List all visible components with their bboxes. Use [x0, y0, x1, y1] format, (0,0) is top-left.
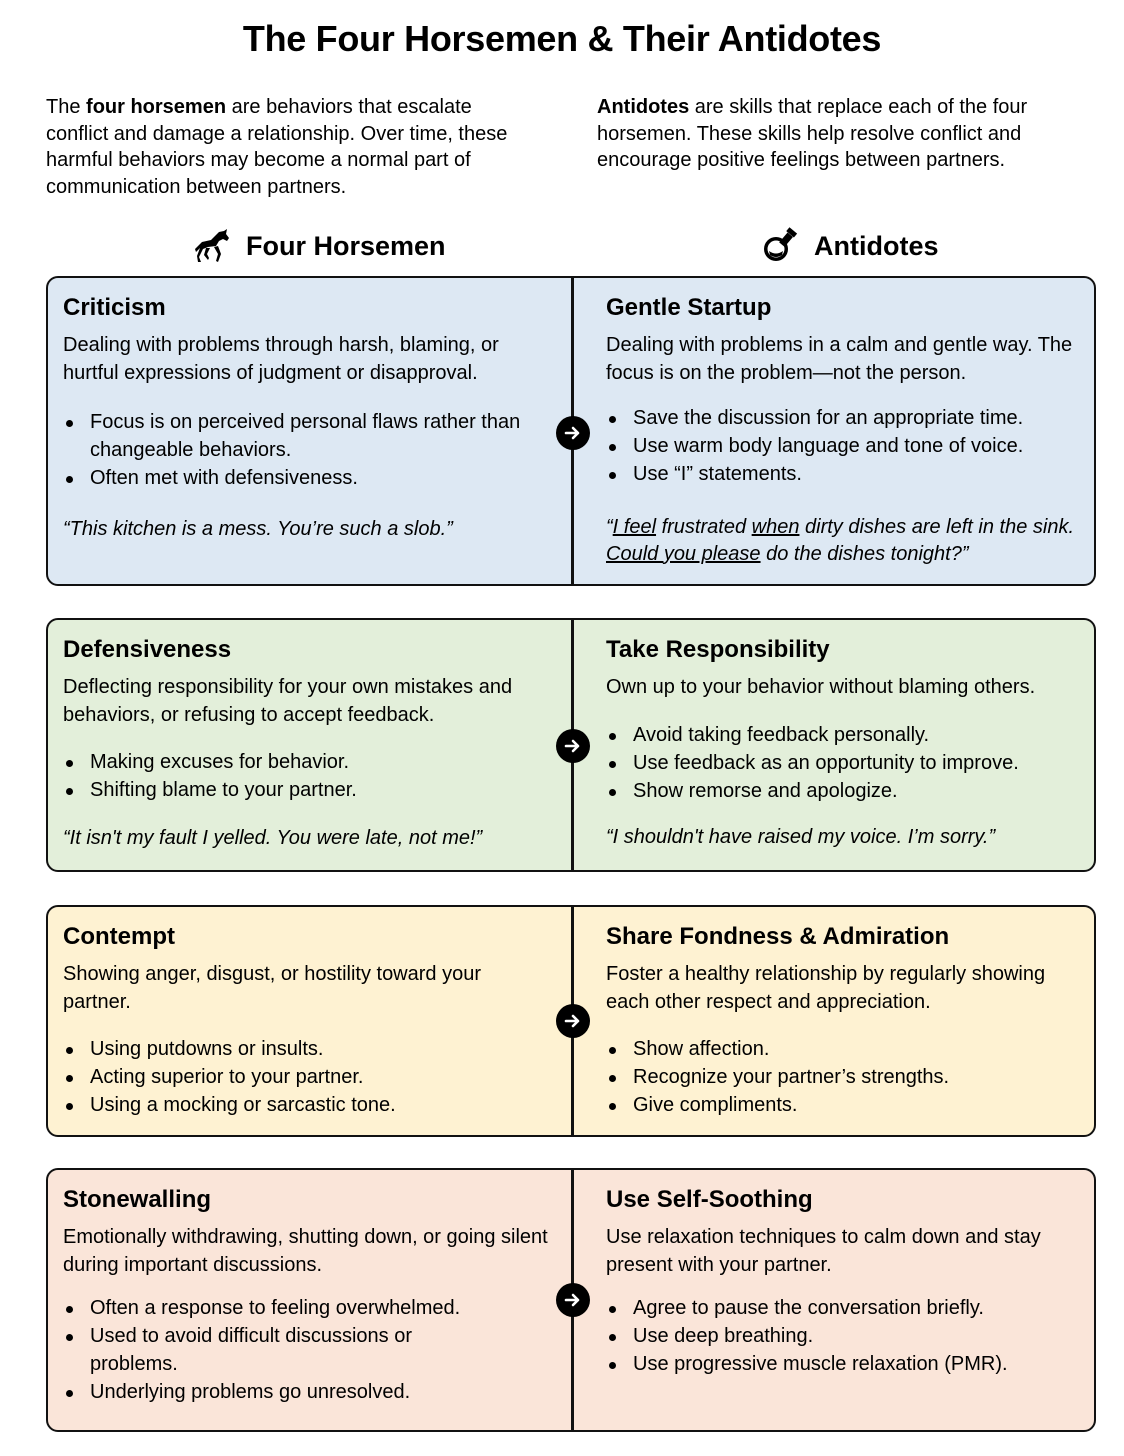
list-item: Use warm body language and tone of voice.: [606, 432, 1086, 460]
intro-bold: Antidotes: [597, 96, 690, 118]
list-item: Give compliments.: [606, 1091, 1086, 1119]
intro-text: are behaviors that escalate conflict and damage a relationship. Over time, these harmful behaviors may become a normal part of communication between partners.: [46, 96, 508, 198]
horsemen-column-header: [194, 226, 446, 266]
potion-icon: [762, 227, 800, 265]
antidote-bullets: [606, 721, 1086, 805]
horseman-bullets: [63, 408, 533, 492]
arrow-right-icon: [556, 1283, 590, 1317]
list-item: Underlying problems go unresolved.: [63, 1378, 503, 1406]
horseman-example-quote: “It isn't my fault I yelled. You were late, not me!”: [63, 827, 483, 849]
horseman-bullets: [63, 1035, 533, 1119]
list-item: Used to avoid difficult discussions or problems.: [63, 1322, 503, 1378]
list-item: Use feedback as an opportunity to improve.: [606, 749, 1086, 777]
antidote-description: Own up to your behavior without blaming others.: [606, 676, 1036, 698]
intro-text: are skills that replace each of the four horsemen. These skills help resolve conflict and encourage positive feelings between partners.: [597, 96, 1028, 171]
list-item: Making excuses for behavior.: [63, 748, 533, 776]
criticism-card: [46, 276, 1096, 586]
horseman-title: Stonewalling: [63, 1186, 212, 1213]
list-item: Often a response to feeling overwhelmed.: [63, 1294, 503, 1322]
column-label: Antidotes: [814, 230, 939, 261]
antidote-bullets: [606, 1035, 1086, 1119]
defensiveness-card: [46, 618, 1096, 872]
antidote-title: Gentle Startup: [606, 294, 772, 321]
stonewalling-card: [46, 1168, 1096, 1432]
antidote-bullets: [606, 1294, 1086, 1378]
horseman-title: Contempt: [63, 923, 175, 950]
list-item: Acting superior to your partner.: [63, 1063, 533, 1091]
horseman-description: Deflecting responsibility for your own mistakes and behaviors, or refusing to accept feedback.: [63, 676, 513, 726]
antidote-description: Use relaxation techniques to calm down and stay present with your partner.: [606, 1226, 1041, 1276]
horseman-title: Criticism: [63, 294, 166, 321]
page-title: The Four Horsemen & Their Antidotes: [242, 18, 882, 59]
list-item: Save the discussion for an appropriate time.: [606, 404, 1086, 432]
list-item: Often met with defensiveness.: [63, 464, 533, 492]
antidote-title: Share Fondness & Admiration: [606, 923, 950, 950]
list-item: Use “I” statements.: [606, 460, 1086, 488]
arrow-right-icon: [556, 416, 590, 450]
column-label: Four Horsemen: [246, 230, 446, 261]
arrow-right-icon: [556, 729, 590, 763]
list-item: Use deep breathing.: [606, 1322, 1086, 1350]
quote-underlined: I feel: [612, 516, 657, 538]
list-item: Using a mocking or sarcastic tone.: [63, 1091, 533, 1119]
list-item: Avoid taking feedback personally.: [606, 721, 1086, 749]
horseman-description: Dealing with problems through harsh, blaming, or hurtful expressions of judgment or disapproval.: [63, 334, 499, 384]
antidotes-intro: [597, 94, 1087, 174]
antidote-title: Take Responsibility: [606, 636, 830, 663]
horseman-bullets: [63, 1294, 503, 1406]
antidotes-column-header: [762, 226, 939, 266]
list-item: Show remorse and apologize.: [606, 777, 1086, 805]
intro-bold: four horsemen: [86, 96, 227, 118]
horse-icon: [194, 227, 232, 265]
arrow-right-icon: [556, 1004, 590, 1038]
list-item: Agree to pause the conversation briefly.: [606, 1294, 1086, 1322]
horseman-title: Defensiveness: [63, 636, 232, 663]
list-item: Shifting blame to your partner.: [63, 776, 533, 804]
horseman-bullets: [63, 748, 533, 804]
horseman-description: Showing anger, disgust, or hostility toward your partner.: [63, 963, 481, 1013]
antidote-description: Dealing with problems in a calm and gentle way. The focus is on the problem—not the person.: [606, 334, 1073, 384]
quote-part: dirty dishes are left in the sink.: [799, 516, 1075, 538]
list-item: Recognize your partner’s strengths.: [606, 1063, 1086, 1091]
antidote-example-quote: [606, 514, 1076, 567]
list-item: Using putdowns or insults.: [63, 1035, 533, 1063]
antidote-example-quote: “I shouldn't have raised my voice. I’m sorry.”: [606, 826, 996, 848]
intro-text: The: [46, 96, 87, 118]
quote-part: frustrated: [656, 516, 752, 538]
antidote-bullets: [606, 404, 1086, 488]
horseman-example-quote: “This kitchen is a mess. You’re such a slob.”: [63, 518, 453, 540]
quote-underlined: Could you please: [606, 542, 761, 565]
list-item: Focus is on perceived personal flaws rather than changeable behaviors.: [63, 408, 533, 464]
list-item: Show affection.: [606, 1035, 1086, 1063]
horseman-description: Emotionally withdrawing, shutting down, or going silent during important discussions.: [63, 1226, 548, 1276]
antidote-title: Use Self-Soothing: [606, 1186, 813, 1213]
quote-underlined: when: [751, 516, 800, 538]
antidote-description: Foster a healthy relationship by regularly showing each other respect and appreciation.: [606, 963, 1046, 1013]
quote-part: “: [606, 516, 613, 538]
quote-part: do the dishes tonight?”: [760, 542, 969, 565]
list-item: Use progressive muscle relaxation (PMR).: [606, 1350, 1086, 1378]
horsemen-intro: [46, 94, 536, 200]
contempt-card: [46, 905, 1096, 1137]
